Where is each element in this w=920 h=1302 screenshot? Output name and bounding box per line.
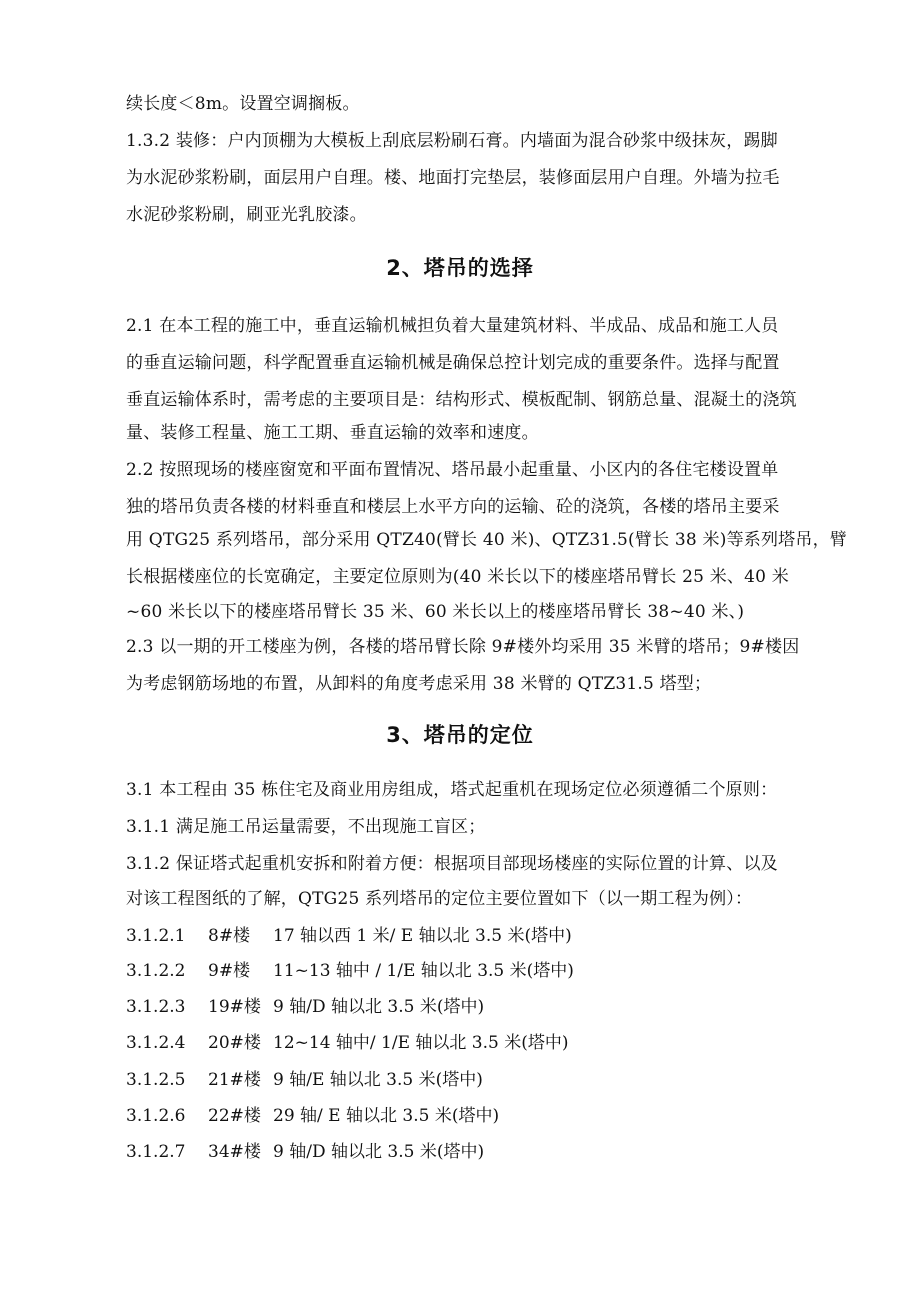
section-2-title: 2、塔吊的选择: [386, 256, 534, 280]
location-number: 3.1.2.4: [126, 1033, 186, 1053]
location-number: 3.1.2.3: [126, 997, 186, 1017]
para-1-3-2-line: 为水泥砂浆粉刷，面层用户自理。楼、地面打完垫层，装修面层用户自理。外墙为拉毛: [126, 168, 780, 188]
para-2-1-line: 量、装修工程量、施工工期、垂直运输的效率和速度。: [126, 423, 539, 443]
para-2-2-line: 独的塔吊负责各楼的材料垂直和楼层上水平方向的运输、砼的浇筑，各楼的塔吊主要采: [126, 497, 780, 517]
location-building: 21#楼: [208, 1070, 261, 1090]
para-3-1-1: 3.1.1 满足施工吊运量需要，不出现施工盲区；: [126, 817, 486, 837]
para-2-2-line: 2.2 按照现场的楼座窗宽和平面布置情况、塔吊最小起重量、小区内的各住宅楼设置单: [126, 460, 779, 480]
para-2-3-line: 为考虑钢筋场地的布置，从卸料的角度考虑采用 38 米臂的 QTZ31.5 塔型；: [126, 674, 712, 694]
intro-line: 续长度＜8m。设置空调搁板。: [126, 94, 360, 114]
location-building: 34#楼: [208, 1142, 261, 1162]
location-building: 20#楼: [208, 1033, 261, 1053]
location-number: 3.1.2.7: [126, 1142, 186, 1162]
para-3-1: 3.1 本工程由 35 栋住宅及商业用房组成，塔式起重机在现场定位必须遵循二个原则：: [126, 780, 778, 800]
para-2-2-line: 用 QTG25 系列塔吊，部分采用 QTZ40(臂长 40 米)、QTZ31.5(臂长 38 米)等系列塔吊，臂: [126, 530, 847, 550]
location-number: 3.1.2.1: [126, 926, 186, 946]
location-position: 9 轴/E 轴以北 3.5 米(塔中): [273, 1070, 483, 1090]
location-position: 9 轴/D 轴以北 3.5 米(塔中): [273, 1142, 485, 1162]
para-2-1-line: 的垂直运输问题，科学配置垂直运输机械是确保总控计划完成的重要条件。选择与配置: [126, 353, 780, 373]
para-2-1-line: 2.1 在本工程的施工中，垂直运输机械担负着大量建筑材料、半成品、成品和施工人员: [126, 316, 779, 336]
location-building: 8#楼: [208, 926, 251, 946]
section-3-title: 3、塔吊的定位: [386, 723, 534, 747]
para-3-1-2-line: 3.1.2 保证塔式起重机安拆和附着方便：根据项目部现场楼座的实际位置的计算、以及: [126, 854, 778, 874]
para-2-1-line: 垂直运输体系时，需考虑的主要项目是：结构形式、模板配制、钢筋总量、混凝土的浇筑: [126, 390, 797, 410]
location-position: 9 轴/D 轴以北 3.5 米(塔中): [273, 997, 485, 1017]
location-building: 22#楼: [208, 1106, 261, 1126]
location-building: 19#楼: [208, 997, 261, 1017]
location-number: 3.1.2.5: [126, 1070, 186, 1090]
location-number: 3.1.2.2: [126, 961, 186, 981]
para-2-2-line: ~60 米长以下的楼座塔吊臂长 35 米、60 米长以上的楼座塔吊臂长 38~40 米、): [126, 602, 745, 622]
para-2-3-line: 2.3 以一期的开工楼座为例，各楼的塔吊臂长除 9#楼外均采用 35 米臂的塔吊；9#楼因: [126, 637, 800, 657]
location-building: 9#楼: [208, 961, 251, 981]
location-number: 3.1.2.6: [126, 1106, 186, 1126]
para-3-1-2-line: 对该工程图纸的了解，QTG25 系列塔吊的定位主要位置如下（以一期工程为例）：: [126, 889, 753, 909]
location-position: 17 轴以西 1 米/ E 轴以北 3.5 米(塔中): [273, 926, 572, 946]
location-position: 29 轴/ E 轴以北 3.5 米(塔中): [273, 1106, 500, 1126]
para-2-2-line: 长根据楼座位的长宽确定，主要定位原则为(40 米长以下的楼座塔吊臂长 25 米、40 米: [126, 567, 789, 587]
para-1-3-2-line: 水泥砂浆粉刷，刷亚光乳胶漆。: [126, 205, 367, 225]
location-position: 11~13 轴中 / 1/E 轴以北 3.5 米(塔中): [273, 961, 574, 981]
para-1-3-2-line: 1.3.2 装修：户内顶棚为大模板上刮底层粉刷石膏。内墙面为混合砂浆中级抹灰，踢脚: [126, 131, 778, 151]
location-position: 12~14 轴中/ 1/E 轴以北 3.5 米(塔中): [273, 1033, 569, 1053]
